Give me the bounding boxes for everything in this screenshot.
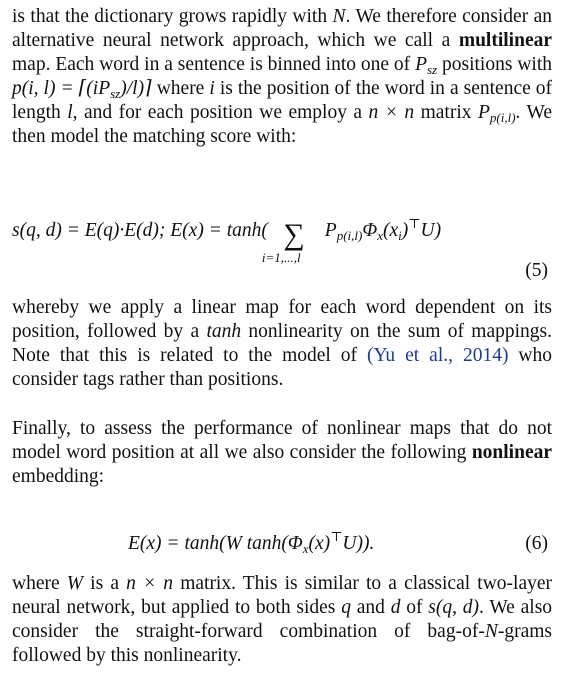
eq-part: (x [382,220,399,241]
text-run: who consider tags rather than positions. [12,345,552,390]
eq-transpose: ⊤ [408,216,421,231]
text-run: . We therefore consider an alternative neural network approach, which we call a [12,6,552,51]
math-q: q [341,597,351,618]
text-run: where [156,78,205,99]
eq-phi: Φ [362,220,378,241]
math-P: P [477,102,490,123]
eq-lhs: E(x) = tanh(W tanh(Φ [128,533,303,554]
paragraph-multilinear-intro [12,5,552,149]
math-n-by-n: n × n [126,573,174,594]
eq-sub: p(i,l) [336,228,363,243]
math-sub: sz [426,62,438,77]
eq-sub: x [377,228,383,243]
math-sub: p(i,l) [489,110,516,125]
math-N: N [484,621,498,642]
text-run: , and for each position we employ a [72,102,363,123]
text-run: . We then model the matching score with: [12,102,553,147]
math-P: P [415,54,427,75]
text-run: embedding: [12,466,105,487]
text-run: . We also consider the straight-forward combination of bag-of- [12,597,553,642]
text-run: -grams followed by this nonlinearity. [12,621,552,666]
summation [261,218,320,265]
eq-sub: i [398,228,402,243]
eq-part: U)). [342,533,375,554]
math-part: )/l)⌉ [120,78,152,99]
math-d: d [390,597,401,618]
text-run: is that the dictionary grows rapidly with [12,6,328,27]
math-W: W [66,573,84,594]
citation-link[interactable]: (Yu et al., 2014) [367,345,509,366]
math-Psz [415,54,437,75]
text-run: Finally, to assess the performance of nonlinear maps that do not model word position at all we also consider the following [12,418,552,463]
eq-lhs: s(q, d) = E(q)·E(d); E(x) = tanh( [12,220,268,241]
eq-part: (x) [308,533,331,554]
math-n-by-n: n × n [368,102,415,123]
text-run: positions with [442,54,552,75]
math-part: p(i, l) = ⌈(iP [12,78,111,99]
math-sqd: s(q, d) [428,597,480,618]
equation-6 [12,529,552,561]
text-run: is a [90,573,119,594]
text-run: matrix [420,102,472,123]
text-run: map. Each word in a sentence is binned into one of [12,54,411,75]
math-i: i [209,78,215,99]
math-P-pil [478,102,516,123]
math-sub: sz [110,86,121,101]
math-l: l [67,102,73,123]
term-nonlinear: nonlinear [471,442,553,463]
equation-number: (6) [525,533,548,554]
math-tanh: tanh [206,321,242,342]
sum-range: i=1,...,l [261,250,301,265]
paragraph-nonlinear [12,417,552,489]
equation-number: (5) [525,260,548,281]
text-run: whereby we apply a linear map for each word dependent on its position, followed by a [12,297,552,342]
equation-6-body [128,529,375,556]
eq-part: ) [401,220,409,241]
paragraph-two-layer [12,572,552,668]
equation-5-body [12,216,442,265]
equation-5 [12,216,552,294]
eq-transpose: ⊤ [330,529,343,544]
eq-P: P [324,220,337,241]
text-run: of [406,597,423,618]
math-N: N [332,6,346,27]
text-run: where [12,573,60,594]
paragraph-position-map [12,296,552,392]
eq-sub: x [302,541,309,556]
text-run: and [356,597,385,618]
term-multilinear: multilinear [458,30,553,51]
eq-part: U) [420,220,442,241]
sigma-symbol: ∑ [283,218,305,251]
text-run: matrix. This is similar to a classical two-layer neural network, but applied to both sides [12,573,553,618]
math-position-formula [12,78,152,99]
text-run: is the position of the word in a sentence of length [12,78,553,123]
text-run: nonlinearity on the sum of mappings. Note that this is related to the model of [12,321,552,366]
